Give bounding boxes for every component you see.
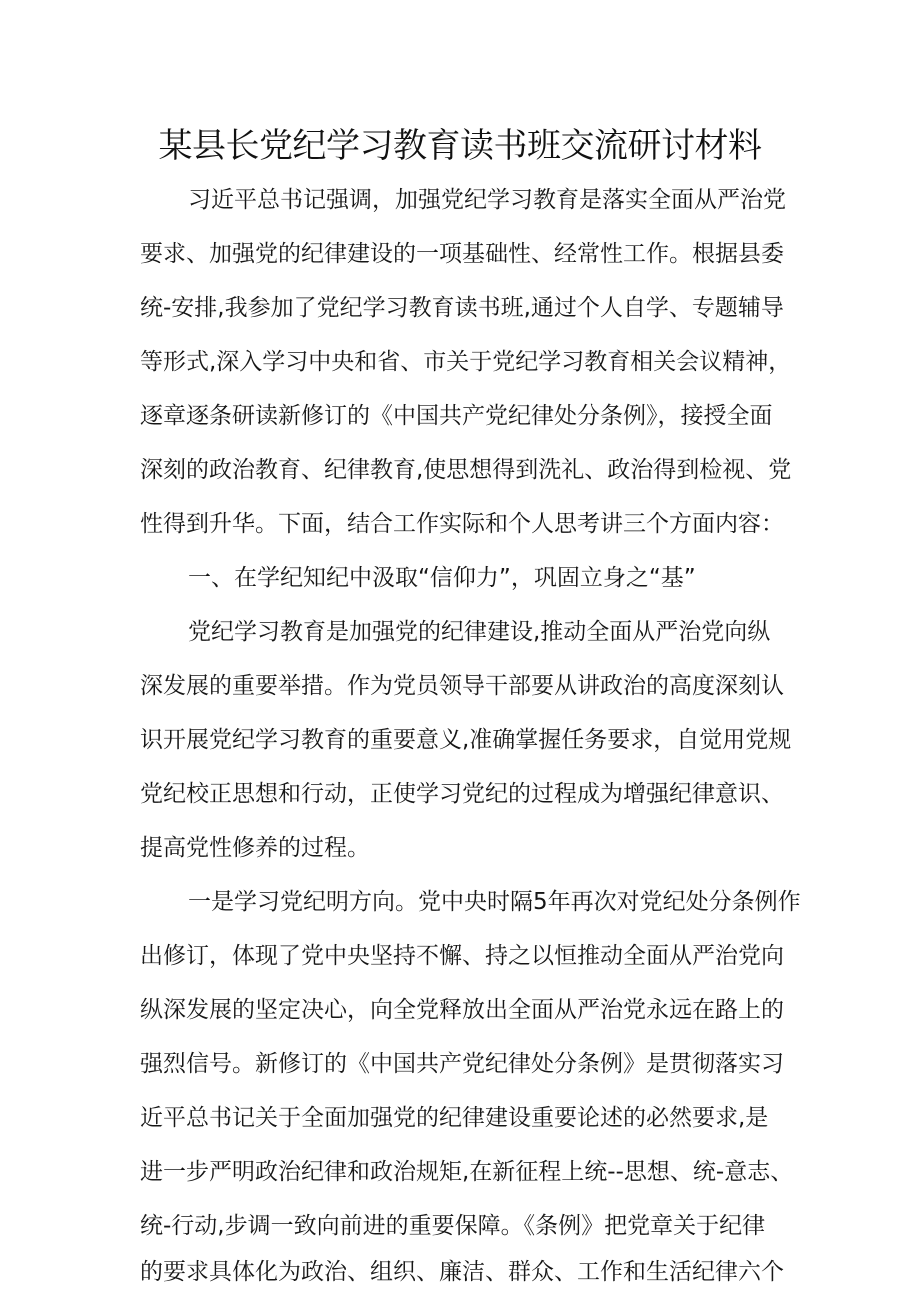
paragraph-line: 统-安排,我参加了党纪学习教育读书班,通过个人自学、专题辅导 <box>140 295 784 321</box>
document-title: 某县长党纪学习教育读书班交流研讨材料 <box>158 126 762 166</box>
section-heading: 一、在学纪知纪中汲取“信仰力”，巩固立身之“基” <box>188 565 696 591</box>
paragraph-line: 统-行动,步调一致向前进的重要保障。《条例》把党章关于纪律 <box>140 1213 766 1239</box>
paragraph-line: 近平总书记关于全面加强党的纪律建设重要论述的必然要求,是 <box>140 1105 769 1131</box>
paragraph-line: 等形式,深入学习中央和省、市关于党纪学习教育相关会议精神， <box>140 349 792 375</box>
paragraph-line: 进一步严明政治纪律和政治规矩,在新征程上统--思想、统-意志、 <box>140 1159 794 1185</box>
paragraph-line: 党纪校正思想和行动，正使学习党纪的过程成为增强纪律意识、 <box>140 781 784 807</box>
paragraph-line: 深刻的政治教育、纪律教育,使思想得到洗礼、政治得到检视、党 <box>140 457 792 483</box>
paragraph-line: 党纪学习教育是加强党的纪律建设,推动全面从严治党向纵 <box>188 619 771 645</box>
paragraph-line: 识开展党纪学习教育的重要意义,准确掌握任务要求，自觉用党规 <box>140 727 792 753</box>
paragraph-line: 的要求具体化为政治、组织、廉洁、群众、工作和生活纪律六个 <box>140 1259 784 1285</box>
paragraph-line: 纵深发展的坚定决心，向全党释放出全面从严治党永远在路上的 <box>140 997 784 1023</box>
paragraph-line: 强烈信号。新修订的《中国共产党纪律处分条例》是贯彻落实习 <box>140 1051 784 1077</box>
paragraph-line: 性得到升华。下面，结合工作实际和个人思考讲三个方面内容： <box>140 511 784 537</box>
paragraph-line: 逐章逐条研读新修订的《中国共产党纪律处分条例》，接授全面 <box>140 403 773 429</box>
paragraph-line: 出修订，体现了党中央坚持不懈、持之以恒推动全面从严治党向 <box>140 943 784 969</box>
paragraph-line: 提高党性修养的过程。 <box>140 835 370 861</box>
paragraph-line: 习近平总书记强调，加强党纪学习教育是落实全面从严治党 <box>188 187 786 213</box>
paragraph-line: 一是学习党纪明方向。党中央时隔5年再次对党纪处分条例作 <box>188 889 801 915</box>
paragraph-line: 深发展的重要举措。作为党员领导干部要从讲政治的高度深刻认 <box>140 673 784 699</box>
paragraph-line: 要求、加强党的纪律建设的一项基础性、经常性工作。根据县委 <box>140 241 784 267</box>
